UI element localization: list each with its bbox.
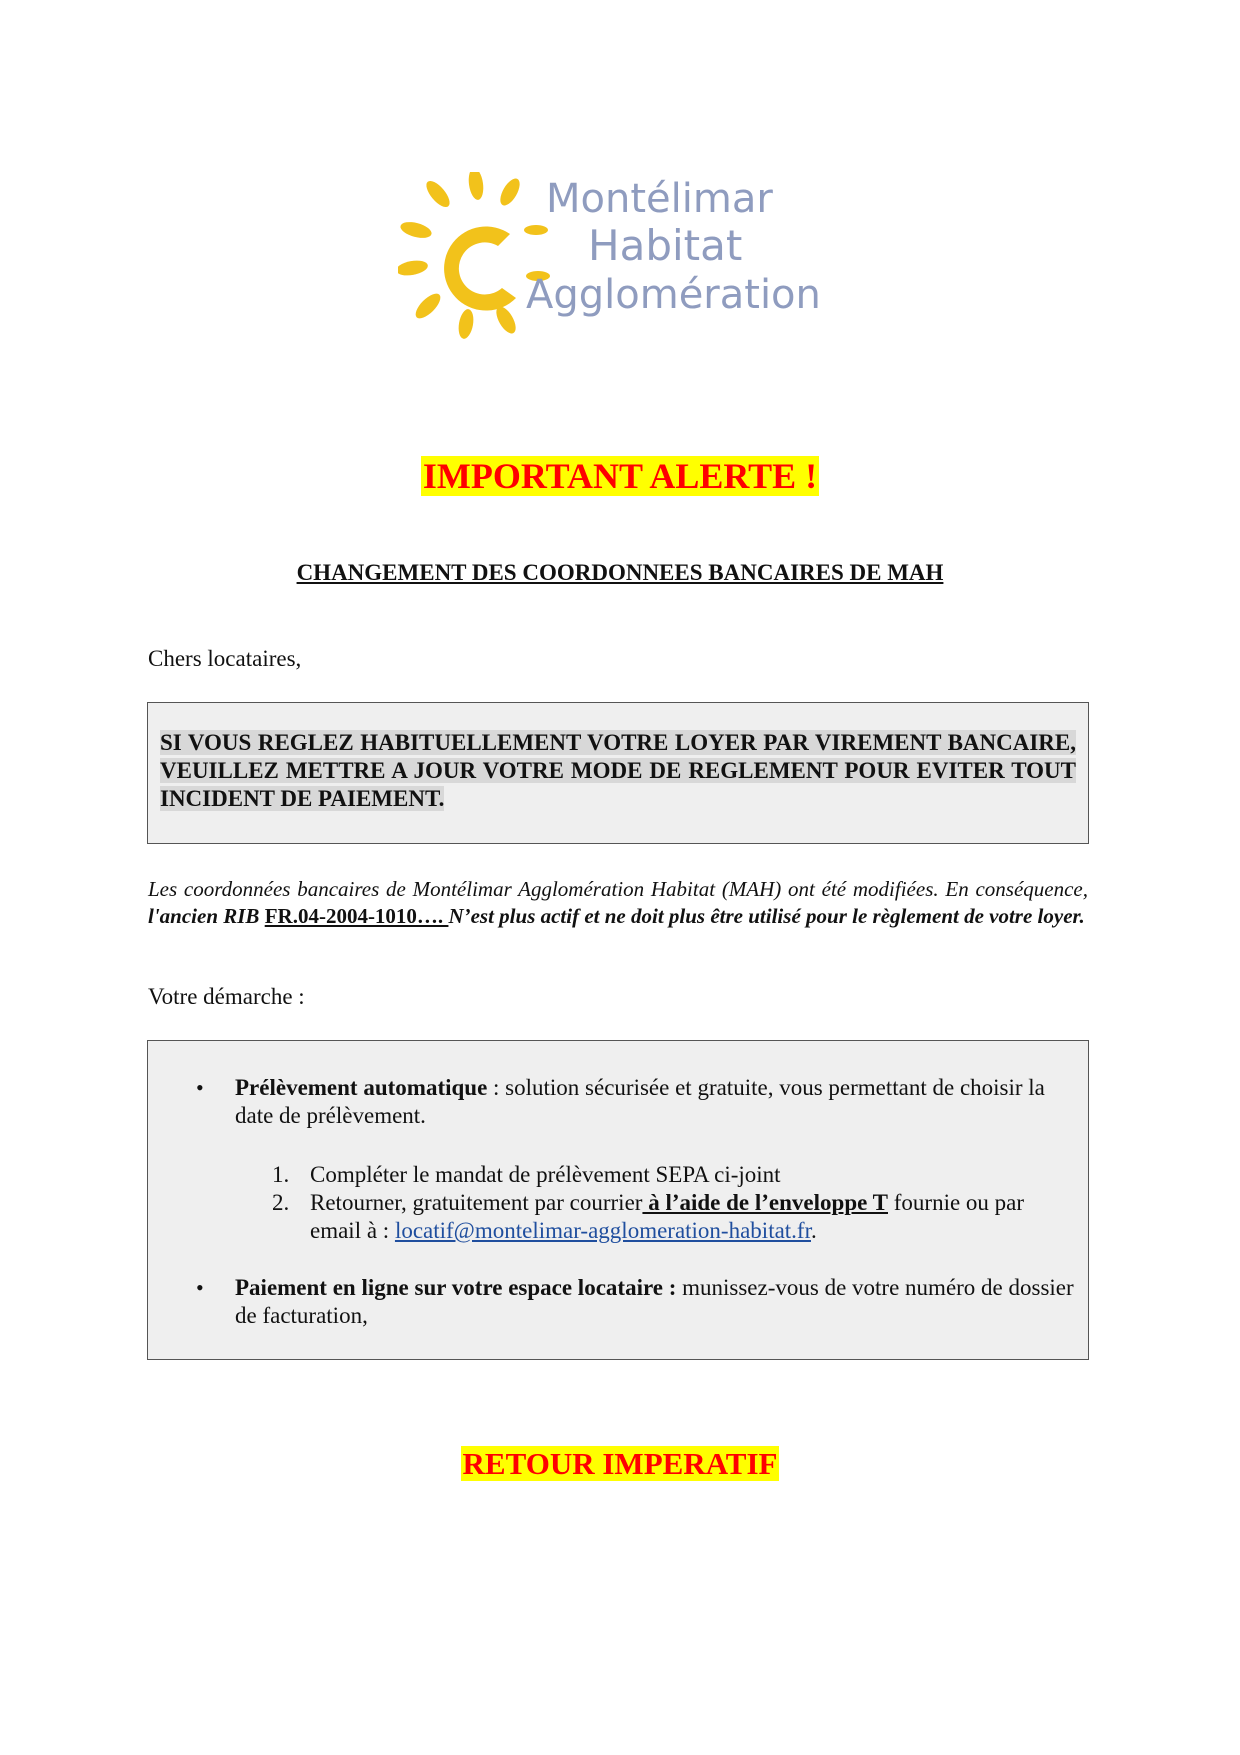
- logo-text-line3: Agglomération: [526, 272, 821, 318]
- footer-title: [0, 1444, 1240, 1484]
- logo-text-line2: Habitat: [588, 221, 743, 270]
- info-text-intro: Les coordonnées bancaires de Montélimar Agglomération Habitat (MAH) ont été modifiées. En conséquence,: [148, 877, 1088, 901]
- greeting: Chers locataires,: [148, 646, 302, 671]
- step-text-end: .: [810, 1218, 817, 1243]
- warning-box: [147, 702, 1089, 844]
- option-direct-debit: [235, 1074, 1077, 1130]
- warning-text: SI VOUS REGLEZ HABITUELLEMENT VOTRE LOYER PAR VIREMENT BANCAIRE, VEUILLEZ METTRE A JOUR VOTRE MODE DE REGLEMENT POUR EVITER TOUT INCIDENT DE PAIEMENT.: [160, 730, 1076, 811]
- bullet-icon: •: [196, 1275, 204, 1300]
- bullet-icon: •: [196, 1075, 204, 1100]
- steps-box: [147, 1040, 1089, 1360]
- info-text-warning: N’est plus actif et ne doit plus être utilisé pour le règlement de votre loyer.: [448, 904, 1085, 928]
- option-direct-debit-text: : solution sécurisée et gratuite, vous permettant de choisir la date de prélèvement.: [235, 1075, 1045, 1128]
- info-paragraph: [148, 876, 1088, 930]
- step-text-before: Retourner, gratuitement par courrier: [310, 1190, 643, 1215]
- option-online-payment: [235, 1274, 1077, 1330]
- alert-title-text: IMPORTANT ALERTE !: [422, 456, 818, 496]
- document-subtitle: CHANGEMENT DES COORDONNEES BANCAIRES DE MAH: [296, 560, 944, 585]
- option-online-payment-text: munissez-vous de votre numéro de dossier de facturation,: [235, 1275, 1074, 1328]
- step-text: [310, 1189, 1080, 1245]
- step-number: 2.: [272, 1190, 290, 1215]
- step-text: Compléter le mandat de prélèvement SEPA ci-joint: [310, 1162, 781, 1187]
- step-text-after: fournie ou par email à :: [310, 1190, 1025, 1243]
- demarche-label: Votre démarche :: [148, 984, 305, 1009]
- option-direct-debit-title: Prélèvement automatique: [235, 1075, 488, 1100]
- step-number: 1.: [272, 1162, 290, 1187]
- sun-logo-icon: [398, 172, 838, 342]
- old-rib-label: l'ancien RIB: [148, 904, 265, 928]
- old-rib-number: FR.04-2004-1010….: [264, 904, 449, 928]
- email-link[interactable]: locatif@montelimar-agglomeration-habitat.fr: [394, 1218, 811, 1243]
- alert-title: [0, 454, 1240, 498]
- footer-title-text: RETOUR IMPERATIF: [462, 1446, 778, 1481]
- envelope-t-text: à l’aide de l’enveloppe T: [642, 1190, 888, 1215]
- logo-text-line1: Montélimar: [546, 176, 773, 222]
- company-logo: [398, 172, 838, 342]
- option-online-payment-title: Paiement en ligne sur votre espace locataire :: [235, 1275, 677, 1300]
